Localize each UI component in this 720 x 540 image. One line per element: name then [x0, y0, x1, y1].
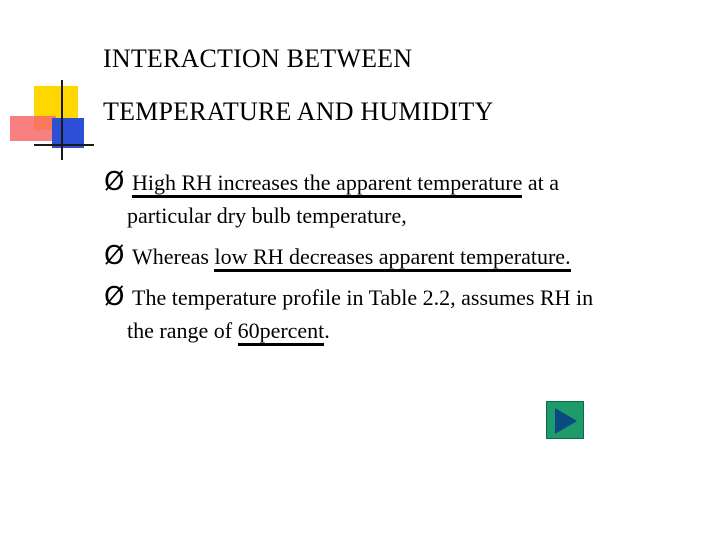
vertical-rule: [61, 80, 63, 160]
bullet-1-line-1: [104, 166, 704, 199]
arrow-bullet-icon: Ø: [104, 167, 125, 197]
bullet-list: [104, 166, 704, 355]
bullet-1-line-2: particular dry bulb temperature,: [127, 203, 407, 228]
arrow-bullet-icon: Ø: [104, 241, 125, 271]
bullet-item-1: [104, 166, 704, 232]
title-line-1: INTERACTION BETWEEN: [103, 44, 413, 73]
horizontal-rule: [34, 144, 94, 146]
bullet-3-line-1: The temperature profile in Table 2.2, assumes RH in: [132, 285, 594, 310]
underlined-text: High RH increases the apparent temperature: [132, 170, 522, 198]
bullet-2-line-1: [104, 240, 704, 273]
bullet-text: at a: [522, 170, 559, 195]
arrow-bullet-icon: Ø: [104, 282, 125, 312]
bullet-item-3: [104, 281, 704, 347]
title-line-2: TEMPERATURE AND HUMIDITY: [103, 97, 494, 126]
play-icon: [555, 408, 577, 434]
decorative-corner-graphic: [0, 0, 120, 170]
bullet-3-line-2: [104, 314, 704, 347]
slide-title: [103, 32, 493, 138]
pink-rectangle: [10, 116, 56, 141]
bullet-text: the range of: [127, 318, 238, 343]
underlined-text: 60percent: [238, 318, 325, 346]
next-slide-button[interactable]: [546, 401, 584, 439]
underlined-text: low RH decreases apparent temperature.: [214, 244, 570, 272]
bullet-item-2: [104, 240, 704, 273]
bullet-text: Whereas: [132, 244, 215, 269]
bullet-text: .: [324, 318, 330, 343]
